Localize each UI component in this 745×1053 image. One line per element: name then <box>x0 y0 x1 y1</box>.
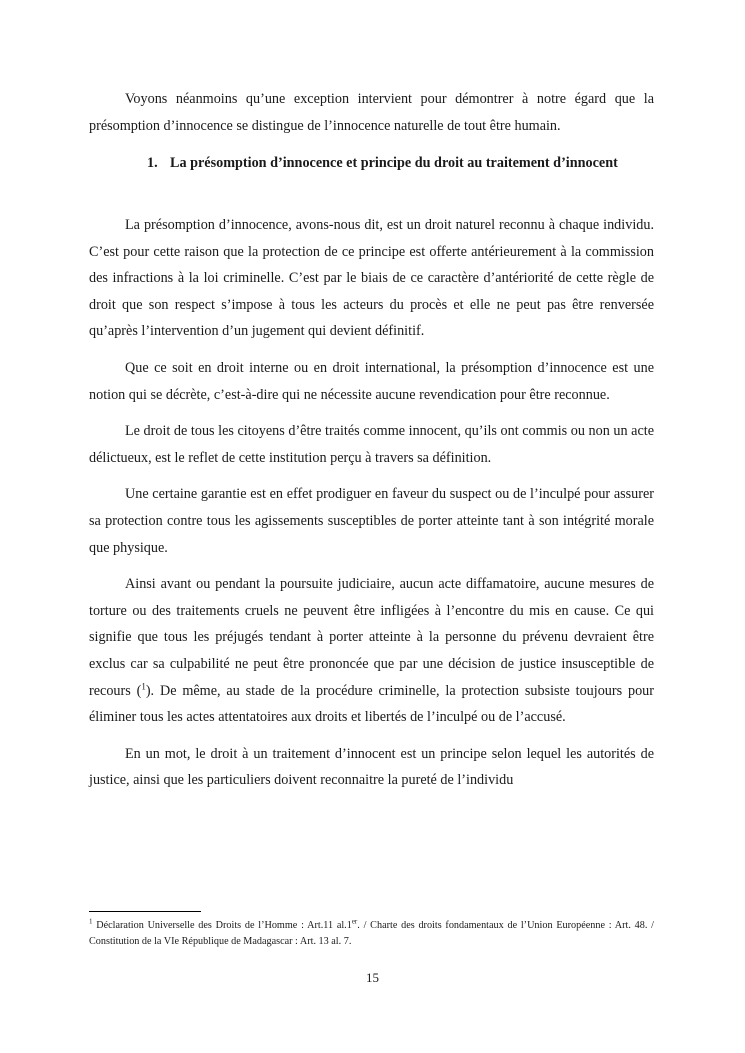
footnote-text-part1: Déclaration Universelle des Droits de l’Homme : Art.11 al.1 <box>96 920 352 931</box>
paragraph-text-before-note: Ainsi avant ou pendant la poursuite judiciaire, aucun acte diffamatoire, aucune mesures de torture ou des traitements cruels ne peuvent être infligées à l’encontre du mis en cause. Ce qui signifie que tous les préjugés tendant à porter atteinte à la personne du prévenu devraient être exclus car sa culpabilité ne peut être prononcée que par une décision de justice insusceptible de recours ( <box>89 576 654 699</box>
body-text <box>89 212 654 794</box>
section-heading <box>147 150 654 177</box>
paragraph: En un mot, le droit à un traitement d’innocent est un principe selon lequel les autorités de justice, ainsi que les particuliers doivent reconnaitre la pureté de l’individu <box>89 745 654 789</box>
page-number: 15 <box>366 970 379 985</box>
footnote <box>89 918 654 949</box>
paragraph-with-note <box>89 571 654 731</box>
footnote-text-part2: . / Charte des droits fondamentaux de l’Union Européenne : Art. 48. / Constitution de la VIe République de Madagascar : Art. 13 al. 7. <box>89 920 654 947</box>
intro-section <box>89 86 654 139</box>
footnote-divider <box>89 911 201 912</box>
paragraph: Une certaine garantie est en effet prodiguer en faveur du suspect ou de l’inculpé pour assurer sa protection contre tous les agissements susceptibles de porter atteinte tant à son intégrité morale que physique. <box>89 486 654 556</box>
footnote-marker: 1 <box>89 917 93 926</box>
intro-paragraph: Voyons néanmoins qu’une exception intervient pour démontrer à notre égard que la présomption d’innocence se distingue de l’innocence naturelle de tout être humain. <box>89 91 654 134</box>
section-heading-number: 1. <box>147 155 158 171</box>
paragraph: La présomption d’innocence, avons-nous dit, est un droit naturel reconnu à chaque individu. C’est pour cette raison que la protection de ce principe est offerte antérieurement à la commission des infractions à la loi criminelle. C’est par le biais de ce caractère d’antériorité de cette règle de droit que son respect s’impose à tous les acteurs du procès et elle ne peut pas être renversée qu’après l’intervention d’un jugement qui devient définitif. <box>89 217 654 340</box>
paragraph: Le droit de tous les citoyens d’être traités comme innocent, qu’ils ont commis ou non un acte délictueux, est le reflet de cette institution perçu à travers sa définition. <box>89 423 654 466</box>
section-heading-text: La présomption d’innocence et principe du droit au traitement d’innocent <box>170 155 618 171</box>
paragraph-text-after-note: ). De même, au stade de la procédure criminelle, la protection subsiste toujours pour éliminer tous les actes attentatoires aux droits et libertés de l’inculpé ou de l’accusé. <box>89 682 654 726</box>
paragraph: Que ce soit en droit interne ou en droit international, la présomption d’innocence est une notion qui se décrète, c’est-à-dire qui ne nécessite aucune revendication pour être reconnue. <box>89 359 654 403</box>
footnote-reference[interactable]: 1 <box>141 680 146 691</box>
footnote-superscript: er <box>351 917 358 926</box>
